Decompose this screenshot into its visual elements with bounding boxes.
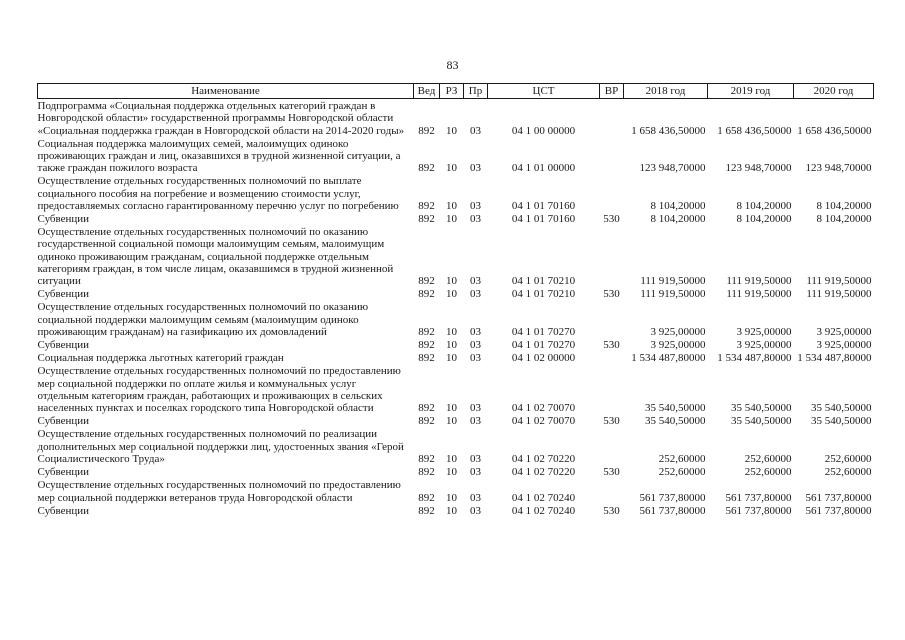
row-2019: 111 919,50000	[726, 288, 792, 301]
table-row	[38, 414, 874, 427]
row-cst: 04 1 01 70210	[511, 288, 576, 301]
row-2020: 35 540,50000	[811, 415, 872, 428]
row-2019: 561 737,80000	[725, 491, 792, 504]
row-vr	[600, 478, 624, 503]
row-pr: 03	[470, 352, 481, 365]
header-vr: ВР	[600, 84, 624, 99]
row-2020: 3 925,00000	[816, 325, 872, 338]
row-vr	[600, 364, 624, 414]
row-rz: 10	[446, 213, 457, 226]
row-2019: 35 540,50000	[731, 402, 792, 415]
row-2019: 111 919,50000	[726, 275, 792, 288]
row-2020: 1 658 436,50000	[797, 124, 872, 137]
row-vr: 530	[603, 288, 620, 301]
row-cst: 04 1 02 70220	[511, 466, 576, 479]
table-row	[38, 225, 874, 287]
table-row	[38, 427, 874, 465]
row-pr: 03	[470, 466, 481, 479]
row-vr	[600, 427, 624, 465]
header-2020: 2020 год	[794, 84, 874, 99]
row-name: Подпрограмма «Социальная поддержка отдельных категорий граждан в Новгородской области» государственной программы Новгородской области «Социальная поддержка граждан в Новгородской области на 2014-2020 годы»	[37, 100, 405, 137]
row-pr: 03	[470, 415, 481, 428]
row-cst: 04 1 02 70070	[511, 415, 576, 428]
row-name: Социальная поддержка малоимущих семей, малоимущих одиноко проживающих граждан и лиц, оказавшихся в трудной жизненной ситуации, а также граждан пожилого возраста	[37, 137, 401, 175]
row-pr: 03	[470, 339, 481, 352]
row-2020: 561 737,80000	[805, 491, 872, 504]
row-cst: 04 1 02 70240	[511, 504, 576, 517]
row-vr: 530	[603, 466, 620, 479]
row-ved: 892	[418, 325, 435, 338]
row-ved: 892	[418, 415, 435, 428]
table-row	[38, 364, 874, 414]
row-vr	[600, 225, 624, 287]
row-vr	[600, 174, 624, 212]
row-ved: 892	[418, 352, 435, 365]
row-name: Социальная поддержка льготных категорий граждан	[37, 352, 284, 365]
table-row	[38, 137, 874, 175]
row-name: Субвенции	[37, 213, 90, 226]
row-name: Осуществление отдельных государственных полномочий по оказанию социальной поддержки малоимущим семьям (малоимущим одиноко проживающим гражданам) на газификацию их домовладений	[37, 301, 369, 338]
row-2019: 561 737,80000	[725, 504, 792, 517]
row-pr: 03	[470, 213, 481, 226]
row-name: Осуществление отдельных государственных полномочий по предоставлению мер социальной поддержки ветеранов труда Новгородской области	[37, 479, 401, 504]
row-cst: 04 1 02 70070	[511, 402, 576, 415]
header-ved: Вед	[414, 84, 440, 99]
row-ved: 892	[418, 162, 435, 175]
row-pr: 03	[470, 402, 481, 415]
row-cst: 04 1 02 70220	[511, 452, 576, 465]
row-ved: 892	[418, 288, 435, 301]
table-row	[38, 338, 874, 351]
row-rz: 10	[446, 504, 457, 517]
row-2018: 1 534 487,80000	[631, 352, 706, 365]
row-rz: 10	[446, 352, 457, 365]
row-name: Осуществление отдельных государственных полномочий по предоставлению мер социальной поддержки по оплате жилья и коммунальных услуг отдельным категориям граждан, работающих и проживающих в сельских населенных пунктах и поселках городского типа Новгородской области	[37, 365, 401, 415]
header-pr: Пр	[464, 84, 488, 99]
row-rz: 10	[446, 325, 457, 338]
row-2020: 111 919,50000	[806, 288, 872, 301]
row-2019: 1 658 436,50000	[717, 124, 792, 137]
row-rz: 10	[446, 288, 457, 301]
row-rz: 10	[446, 452, 457, 465]
row-name: Субвенции	[37, 415, 90, 428]
row-cst: 04 1 01 00000	[511, 162, 576, 175]
row-ved: 892	[418, 199, 435, 212]
row-cst: 04 1 02 70240	[511, 491, 576, 504]
row-2019: 3 925,00000	[736, 339, 792, 352]
row-rz: 10	[446, 491, 457, 504]
row-ved: 892	[418, 275, 435, 288]
row-pr: 03	[470, 325, 481, 338]
row-2018: 561 737,80000	[639, 491, 706, 504]
row-pr: 03	[470, 162, 481, 175]
table-header-row	[38, 84, 874, 99]
row-name: Субвенции	[37, 504, 90, 517]
row-2020: 123 948,70000	[805, 162, 872, 175]
table-row	[38, 300, 874, 338]
row-cst: 04 1 01 70160	[511, 199, 576, 212]
row-2019: 35 540,50000	[731, 415, 792, 428]
row-2019: 252,60000	[744, 466, 792, 479]
row-vr: 530	[603, 415, 620, 428]
row-name: Осуществление отдельных государственных полномочий по реализации дополнительных мер социальной поддержки лиц, удостоенных звания «Герой Социалистического Труда»	[37, 428, 404, 465]
row-vr: 530	[603, 504, 620, 517]
row-rz: 10	[446, 124, 457, 137]
row-name: Субвенции	[37, 466, 90, 479]
row-2020: 111 919,50000	[806, 275, 872, 288]
table-row	[38, 504, 874, 517]
row-2018: 123 948,70000	[639, 162, 706, 175]
row-ved: 892	[418, 124, 435, 137]
header-2019: 2019 год	[708, 84, 794, 99]
row-2018: 252,60000	[658, 452, 706, 465]
page-number: 83	[446, 58, 459, 72]
row-2018: 8 104,20000	[650, 213, 706, 226]
row-2020: 3 925,00000	[816, 339, 872, 352]
row-2018: 561 737,80000	[639, 504, 706, 517]
row-2020: 35 540,50000	[811, 402, 872, 415]
table-row	[38, 287, 874, 300]
row-name: Субвенции	[37, 339, 90, 352]
row-cst: 04 1 01 70210	[511, 275, 576, 288]
row-2019: 8 104,20000	[736, 213, 792, 226]
row-2018: 3 925,00000	[650, 325, 706, 338]
row-2020: 252,60000	[824, 452, 872, 465]
row-pr: 03	[470, 199, 481, 212]
row-rz: 10	[446, 162, 457, 175]
row-2020: 1 534 487,80000	[797, 352, 872, 365]
header-2018: 2018 год	[624, 84, 708, 99]
table-row	[38, 174, 874, 212]
row-2018: 1 658 436,50000	[631, 124, 706, 137]
row-cst: 04 1 01 70160	[511, 213, 576, 226]
table-row	[38, 478, 874, 503]
row-vr: 530	[603, 339, 620, 352]
row-2020: 8 104,20000	[816, 213, 872, 226]
budget-table	[37, 83, 874, 517]
table-row	[38, 351, 874, 364]
row-2019: 1 534 487,80000	[717, 352, 792, 365]
row-rz: 10	[446, 466, 457, 479]
row-2020: 561 737,80000	[805, 504, 872, 517]
row-ved: 892	[418, 339, 435, 352]
row-name: Субвенции	[37, 288, 90, 301]
row-2018: 111 919,50000	[640, 275, 706, 288]
row-cst: 04 1 01 70270	[511, 339, 576, 352]
row-ved: 892	[418, 402, 435, 415]
table-row	[38, 465, 874, 478]
row-2018: 35 540,50000	[645, 415, 706, 428]
row-vr	[600, 351, 624, 364]
row-vr	[600, 300, 624, 338]
row-rz: 10	[446, 275, 457, 288]
row-pr: 03	[470, 124, 481, 137]
row-pr: 03	[470, 491, 481, 504]
row-pr: 03	[470, 504, 481, 517]
row-2018: 3 925,00000	[650, 339, 706, 352]
row-vr	[600, 137, 624, 175]
row-2018: 252,60000	[658, 466, 706, 479]
row-2019: 3 925,00000	[736, 325, 792, 338]
row-rz: 10	[446, 402, 457, 415]
row-2020: 252,60000	[824, 466, 872, 479]
row-2018: 35 540,50000	[645, 402, 706, 415]
header-cst: ЦСТ	[488, 84, 600, 99]
table-row	[38, 99, 874, 137]
row-vr	[600, 99, 624, 137]
row-pr: 03	[470, 275, 481, 288]
row-cst: 04 1 01 70270	[511, 325, 576, 338]
row-cst: 04 1 00 00000	[511, 124, 576, 137]
row-cst: 04 1 02 00000	[511, 352, 576, 365]
row-name: Осуществление отдельных государственных полномочий по выплате социального пособия на погребение и возмещению стоимости услуг, предоставляемых согласно гарантированному перечню услуг по погребению	[37, 175, 399, 212]
row-rz: 10	[446, 339, 457, 352]
table-row	[38, 212, 874, 225]
row-ved: 892	[418, 452, 435, 465]
table-body	[38, 99, 874, 517]
row-vr: 530	[603, 213, 620, 226]
row-name: Осуществление отдельных государственных полномочий по оказанию государственной социальной помощи малоимущим семьям, малоимущим одиноко проживающим гражданам, социальной поддержке отдельным категориям граждан, в том числе лицам, оказавшимся в трудной жизненной ситуации	[37, 226, 394, 288]
row-ved: 892	[418, 466, 435, 479]
row-2020: 8 104,20000	[816, 199, 872, 212]
row-ved: 892	[418, 213, 435, 226]
row-pr: 03	[470, 452, 481, 465]
row-2019: 123 948,70000	[725, 162, 792, 175]
header-rz: РЗ	[440, 84, 464, 99]
row-2019: 252,60000	[744, 452, 792, 465]
row-rz: 10	[446, 199, 457, 212]
row-2018: 8 104,20000	[650, 199, 706, 212]
row-2019: 8 104,20000	[736, 199, 792, 212]
row-pr: 03	[470, 288, 481, 301]
row-ved: 892	[418, 504, 435, 517]
row-ved: 892	[418, 491, 435, 504]
header-name: Наименование	[38, 84, 414, 99]
row-2018: 111 919,50000	[640, 288, 706, 301]
row-rz: 10	[446, 415, 457, 428]
